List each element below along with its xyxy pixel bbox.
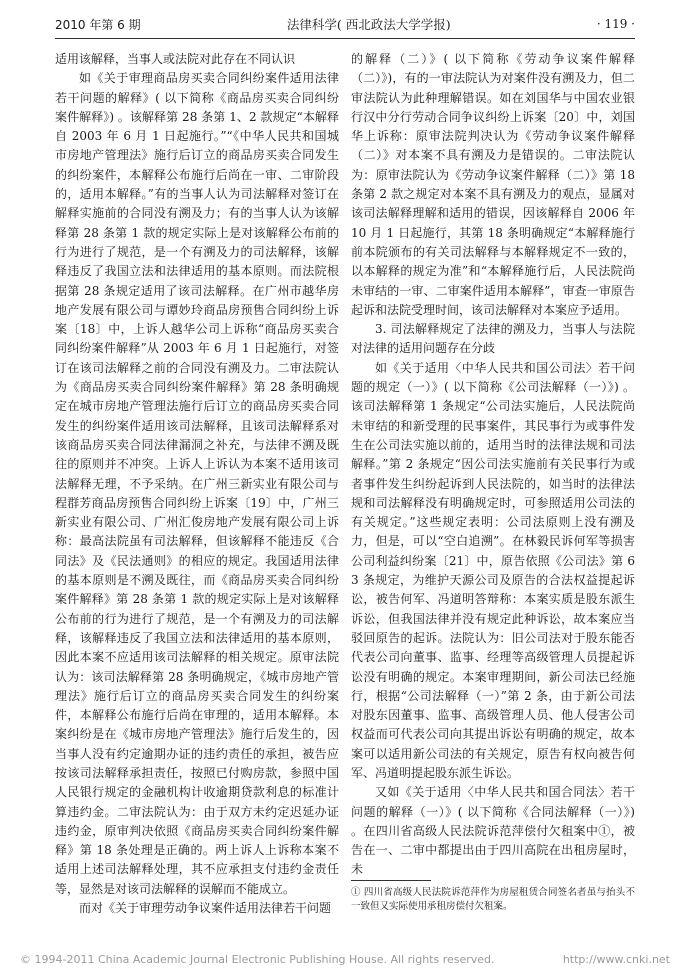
paragraph: 适用该解释，当事人或法院对此存在不同认识 <box>55 52 296 66</box>
page-footer <box>20 950 670 968</box>
page-number: · 119 · <box>596 17 635 31</box>
paragraph: 如《关于审理商品房买卖合同纠纷案件适用法律若干问题的解释》( 以下简称《商品房买卖合同纠纷案件解释》) 。该解释第 28 条第 1、2 款规定“本解释自 2003 年 6 月 1 日起施行。”“《中华人民共和国城市房地产管理法》施行后订立的商品房买卖合同发生的纠纷案件，本解释公布施行后尚在一审、二审阶段的，适用本解释。”有的当事人认为司法解释对签订在解释实施前的合同没有溯及力；有的当事人认为该解释第 28 条第 1 款的规定实际上是对该解释公布前的行为进行了规范，是一个有溯及力的司法解释，该解释违反了我国立法和法律适用的基本原则。而法院根据第 28 条规定适用了该司法解释。在广州市越华房地产发展有限公司与谭妙玲商品房预售合同纠纷上诉案〔18〕中，上诉人越华公司上诉称“商品房买卖合同纠纷案件解释”从 2003 年 6 月 1 日起施行，对签订在该司法解释之前的合同没有溯及力。二审法院认为《商品房买卖合同纠纷案件解释》第 28 条明确规定在城市房地产管理法施行后订立的商品房买卖合同发生的纠纷案件适用该司法解释，且该司法解释系对该商品房买卖合同法律漏洞之补充，与法律不溯及既往的原则并不冲突。上诉人上诉认为本案不适用该司法解释无理，不予采纳。在广州三新实业有限公司与程群芳商品房预售合同纠纷上诉案〔19〕中，广州三新实业有限公司、广州汇俊房地产发展有限公司上诉称：最高法院虽有司法解释，但该解释不能违反《合同法》及《民法通则》的相应的规定。我国适用法律的基本原则是不溯及既往，而《商品房买卖合同纠纷案件解释》第 28 条第 1 款的规定实际上是对该解释公布前的行为进行了规范，是一个有溯及力的司法解释，该解释违反了我国立法和法律适用的基本原则，因此本案不应适用该司法解释的相关规定。原审法院认为：该司法解释第 28 条明确规定，《城市房地产管理法》施行后订立的商品房买卖合同发生的纠纷案件，本解释公布施行后尚在审理的，适用本解释。本案纠纷是在《城市房地产管理法》施行后发生的，因当事人没有约定逾期办证的违约责任的承担，被告应按该司法解释承担责任，按照已付购房款，参照中国人民银行规定的金融机构计收逾期贷款利息的标准计算违约金。二审法院认为：由于双方未约定迟延办证违约金，原审判决依照《商品房买卖合同纠纷案件解释》第 18 条处理是正确的。两上诉人上诉称本案不适用上述司法解释处理，其不应承担支付违约金责任等，显然是对该司法解释的误解而不能成立。 <box>55 71 339 896</box>
section-heading: 3. 司法解释规定了法律的溯及力，当事人与法院对法律的适用问题存在分歧 <box>351 322 635 356</box>
left-column <box>55 50 339 930</box>
copyright-notice: © 1994-2011 China Academic Journal Electronic Publishing House. All rights reserved. <box>20 952 495 966</box>
footer-url[interactable]: http://www.cnki.net <box>562 952 670 966</box>
right-column <box>351 50 635 877</box>
paragraph: 如《关于适用〈中华人民共和国公司法〉若干问题的规定（一）》( 以下简称《公司法解释（一）》) 。该司法解释第 1 条规定“公司法实施后，人民法院尚未审结的和新受理的民事案件，其民事行为或事件发生在公司法实施以前的，适用当时的法律法规和司法解释。”第 2 条规定“因公司法实施前有关民事行为或者事件发生纠纷起诉到人民法院的，如当时的法律法规和司法解释没有明确规定时，可参照适用公司法的有关规定。”这些规定表明：公司法原则上没有溯及力，但是，可以“空白追溯”。在林毅民诉何军等损害公司利益纠纷案〔21〕中，原告依照《公司法》第 63 条规定，为维护天源公司及原告的合法权益提起诉讼，被告何军、冯道明答辩称：本案实质是股东派生诉讼，但我国法律并没有规定此种诉讼，故本案应当驳回原告的起诉。法院认为：旧公司法对于股东能否代表公司向董事、监事、经理等高级管理人员提起诉讼没有明确的规定。本案审理期间，新公司法已经施行，根据“公司法解释（一）”第 2 条，由于新公司法对股东因董事、监事、高级管理人员、他人侵害公司权益而可代表公司向其提出诉讼有明确的规定，故本案可以适用新公司法的有关规定，原告有权向被告何军、冯道明提起股东派生诉讼。 <box>351 360 635 780</box>
journal-title: 法律科学( 西北政法大学学报) <box>286 17 451 32</box>
issue-label: 2010 年第 6 期 <box>55 17 141 32</box>
footnote: ① 四川省高级人民法院诉范萍作为房屋租赁合同签名者虽与抬头不一致但又实际使用承租房偿付欠租案。 <box>351 887 635 912</box>
footnote-divider <box>351 880 431 881</box>
paragraph: 的解释（二）》( 以下简称《劳动争议案件解释（二）》)，有的一审法院认为对案件没有溯及力，但二审法院认为此种理解错误。如在刘国华与中国农业银行汉中分行劳动合同争议纠纷上诉案〔20〕中，刘国华上诉称：原审法院判决认为《劳动争议案件解释（二）》对本案不具有溯及力是错误的。二审法院认为：原审法院认为《劳动争议案件解释（二）》第 18 条第 2 款之规定对本案不具有溯及力的观点，显属对该司法解释理解和适用的错误，因该解释自 2006 年 10 月 1 日起施行，其第 18 条明确规定“本解释施行前本院颁布的有关司法解释与本解释规定不一致的，以本解释的规定为准”和“本解释施行后，人民法院尚未审结的一审、二审案件适用本解释”，审查一审原告起诉和法院受理时间，该司法解释对本案应予适用。 <box>351 52 635 317</box>
paragraph: 而对《关于审理劳动争议案件适用法律若干问题 <box>79 901 332 916</box>
paragraph: 又如《关于适用〈中华人民共和国合同法〉若干问题的解释（一）》( 以下简称《合同法解释（一）》) 。在四川省高级人民法院诉范萍偿付欠租案中①，被告在一、二审中都提出由于四川高院在出租房屋时，未 <box>351 785 635 877</box>
running-header <box>55 10 635 39</box>
